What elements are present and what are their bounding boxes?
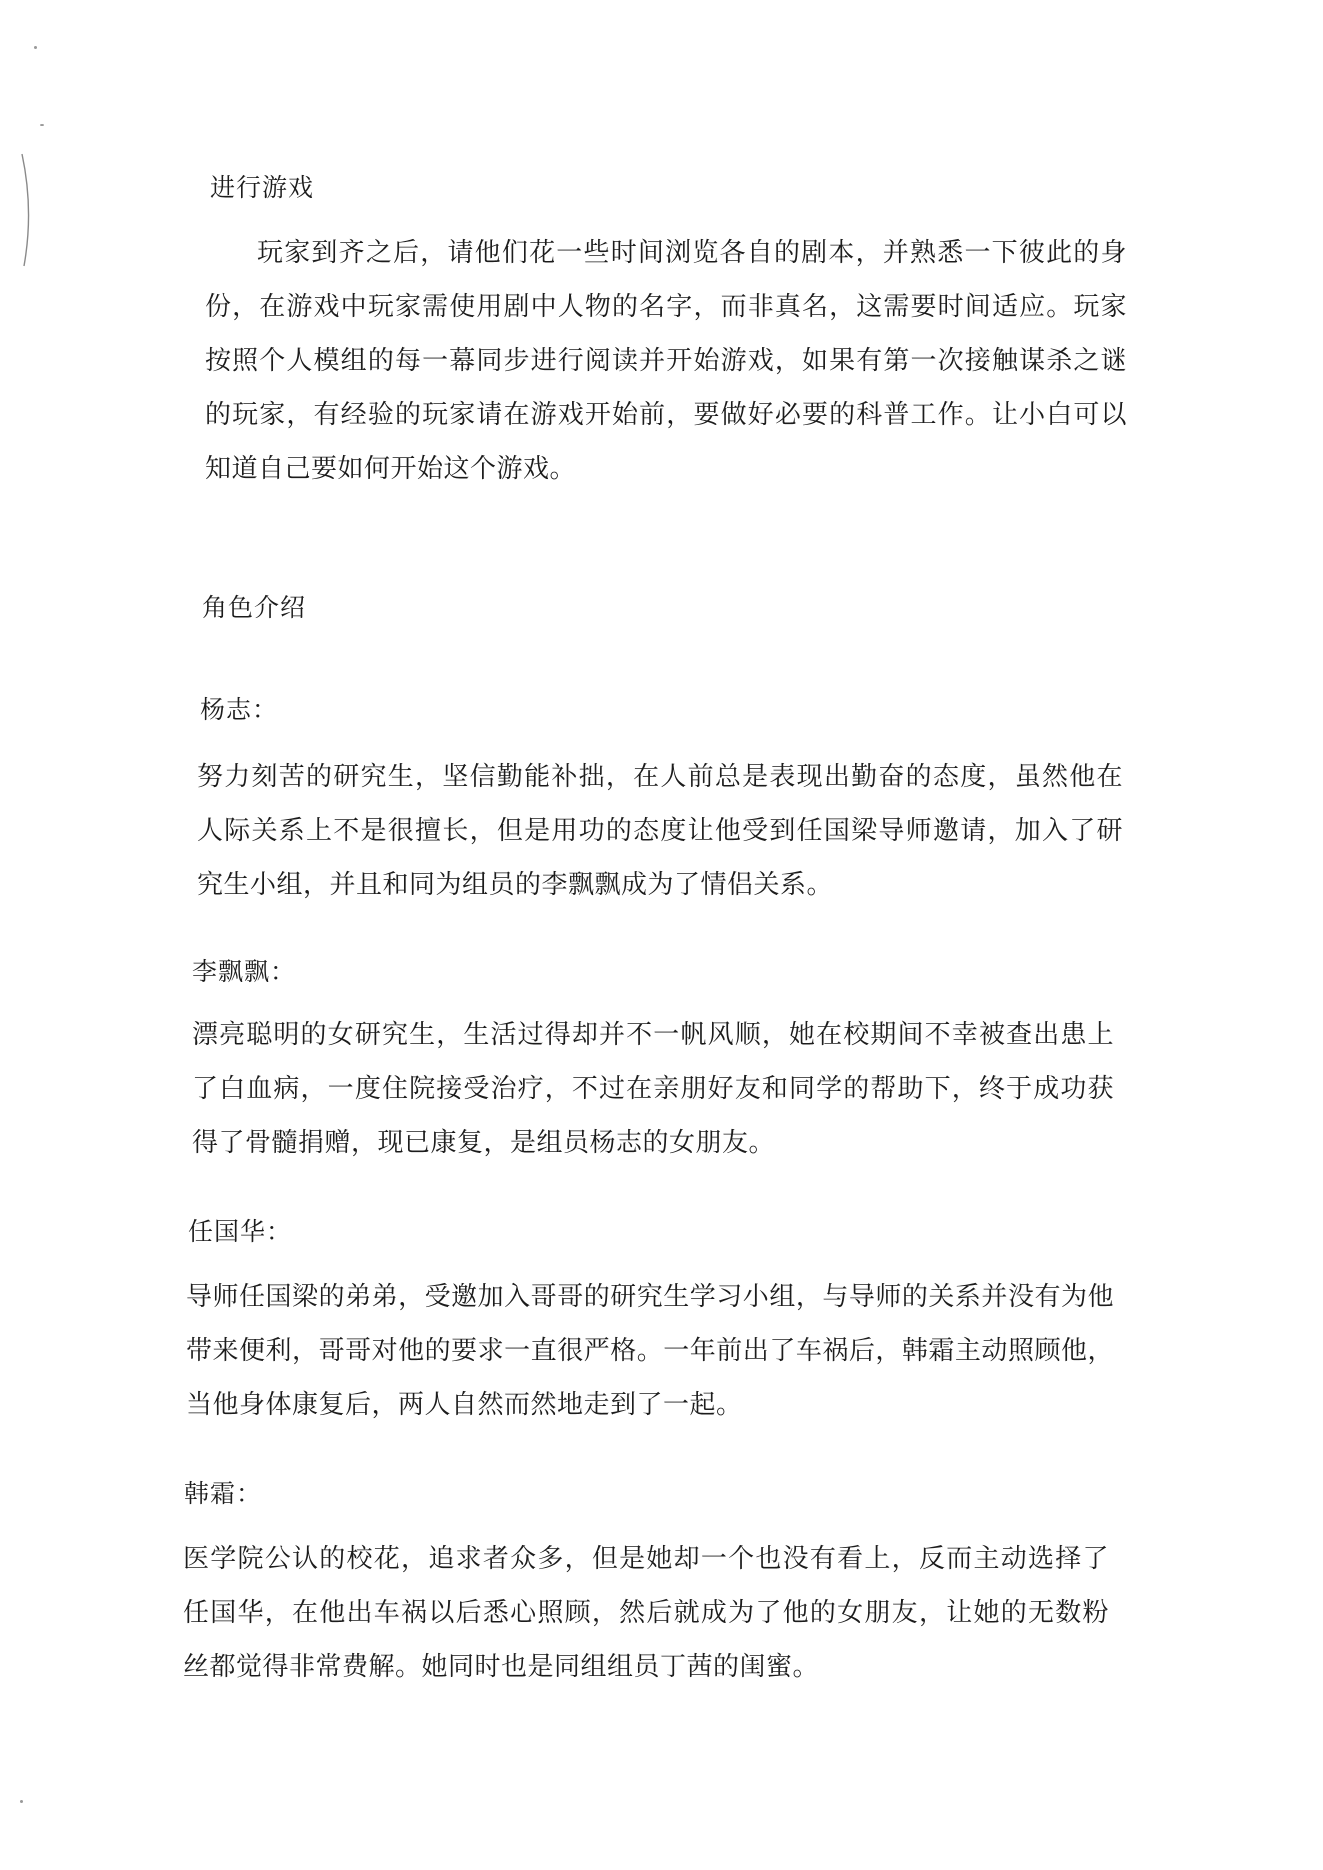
character-name-yangzhi: 杨志：	[200, 695, 279, 724]
scan-speck	[40, 124, 44, 126]
character-bio-lipiaopiao: 漂亮聪明的女研究生，生活过得却并不一帆风顺，她在校期间不幸被查出患上了白血病，一度住院接受治疗，不过在亲朋好友和同学的帮助下，终于成功获得了骨髓捐赠，现已康复，是组员杨志的女朋友。	[192, 1020, 1114, 1158]
character-name-hanshuang: 韩霜：	[184, 1479, 263, 1508]
character-bio-hanshuang: 医学院公认的校花，追求者众多，但是她却一个也没有看上，反而主动选择了任国华，在他出车祸以后悉心照顾，然后就成为了他的女朋友，让她的无数粉丝都觉得非常费解。她同时也是同组组员丁茜的闺蜜。	[183, 1544, 1109, 1682]
scan-speck	[34, 46, 37, 49]
character-bio-renguohua: 导师任国梁的弟弟，受邀加入哥哥的研究生学习小组，与导师的关系并没有为他带来便利，哥哥对他的要求一直很严格。一年前出了车祸后，韩霜主动照顾他，当他身体康复后，两人自然而然地走到了一起。	[186, 1282, 1114, 1420]
section-heading-roles: 角色介绍	[202, 593, 307, 622]
section-heading-game: 进行游戏	[210, 173, 315, 202]
game-paragraph: 玩家到齐之后，请他们花一些时间浏览各自的剧本，并熟悉一下彼此的身份，在游戏中玩家需使用剧中人物的名字，而非真名，这需要时间适应。玩家按照个人模组的每一幕同步进行阅读并开始游戏，如果有第一次接触谋杀之谜的玩家，有经验的玩家请在游戏开始前，要做好必要的科普工作。让小白可以知道自己要如何开始这个游戏。	[205, 238, 1127, 484]
character-name-renguohua: 任国华：	[188, 1217, 293, 1246]
character-bio-yangzhi: 努力刻苦的研究生，坚信勤能补拙，在人前总是表现出勤奋的态度，虽然他在人际关系上不是很擅长，但是用功的态度让他受到任国梁导师邀请，加入了研究生小组，并且和同为组员的李飘飘成为了情侣关系。	[197, 762, 1123, 900]
character-name-lipiaopiao: 李飘飘：	[192, 957, 297, 986]
scan-edge-mark	[0, 150, 40, 270]
scan-speck	[20, 1800, 23, 1803]
